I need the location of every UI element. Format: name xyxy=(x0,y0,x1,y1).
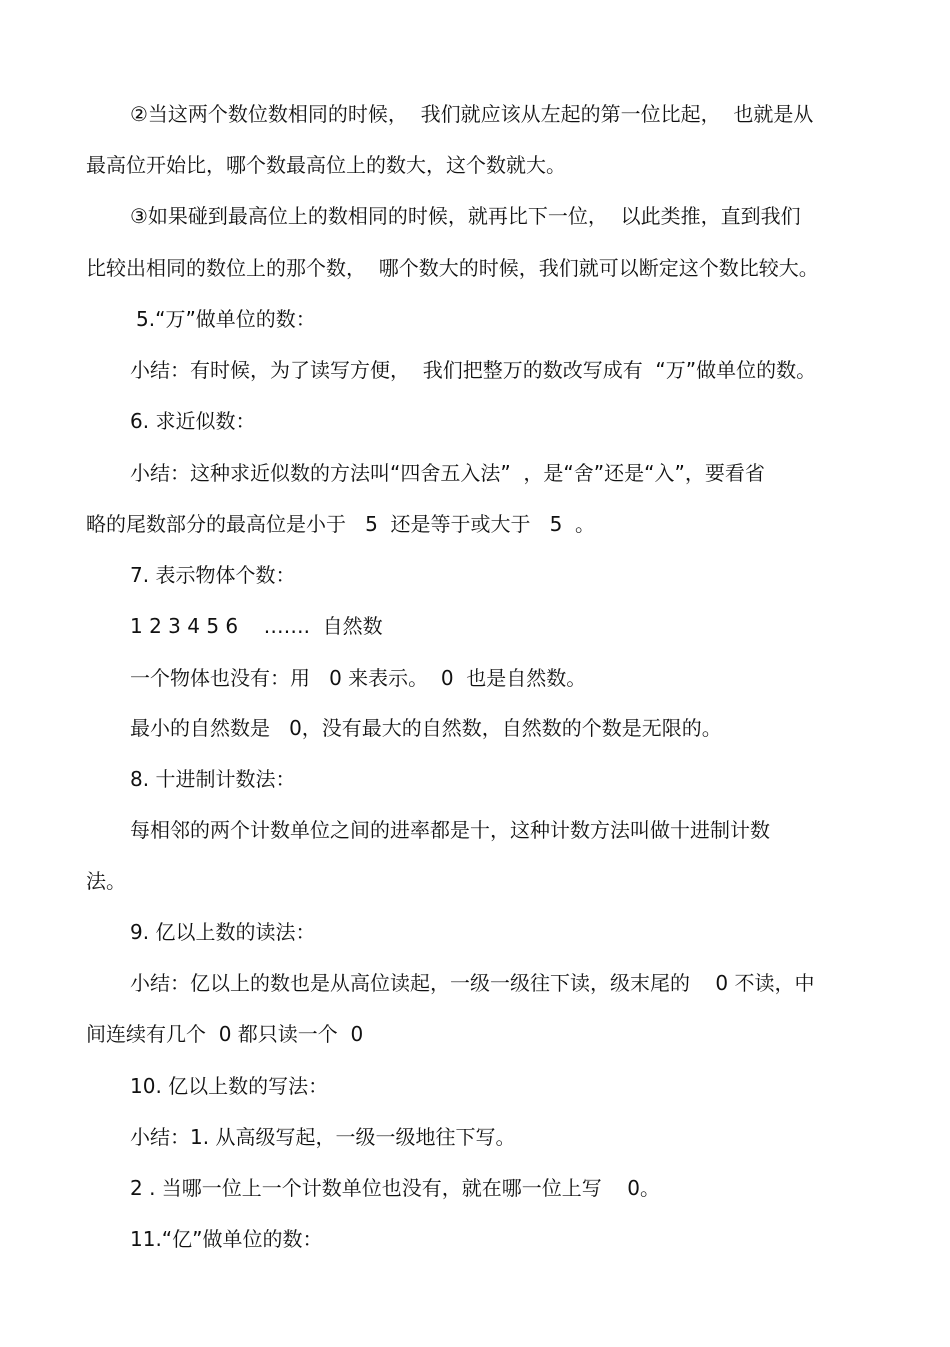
section-heading: 5.“万”做单位的数： xyxy=(136,307,316,331)
section-heading: 7. 表示物体个数： xyxy=(130,563,296,587)
paragraph-line: 每相邻的两个计数单位之间的进率都是十，这种计数方法叫做十进制计数 xyxy=(130,818,770,842)
section-heading: 11.“亿”做单位的数： xyxy=(130,1227,323,1251)
paragraph-line: 最小的自然数是 0，没有最大的自然数，自然数的个数是无限的。 xyxy=(130,716,722,740)
section-heading: 6. 求近似数： xyxy=(130,409,256,433)
paragraph-line: 小结：这种求近似数的方法叫“四舍五入法” ，是“舍”还是“入”，要看省 xyxy=(130,461,765,485)
paragraph-line: 一个物体也没有：用 0 来表示。 0 也是自然数。 xyxy=(130,666,587,690)
section-heading: 9. 亿以上数的读法： xyxy=(130,920,316,944)
paragraph-line: 1 2 3 4 5 6 ……. 自然数 xyxy=(130,614,383,638)
paragraph-line: 最高位开始比，哪个数最高位上的数大，这个数就大。 xyxy=(86,153,566,177)
paragraph-line: 法。 xyxy=(86,869,126,893)
paragraph-line: ③如果碰到最高位上的数相同的时候，就再比下一位， 以此类推，直到我们 xyxy=(130,204,801,228)
section-heading: 10. 亿以上数的写法： xyxy=(130,1074,329,1098)
paragraph-line: 间连续有几个 0 都只读一个 0 xyxy=(86,1022,364,1046)
section-heading: 8. 十进制计数法： xyxy=(130,767,296,791)
paragraph-line: 小结：亿以上的数也是从高位读起，一级一级往下读，级末尾的 0 不读，中 xyxy=(130,971,815,995)
paragraph-line: 小结：1. 从高级写起，一级一级地往下写。 xyxy=(130,1125,516,1149)
paragraph-line: 比较出相同的数位上的那个数， 哪个数大的时候，我们就可以断定这个数比较大。 xyxy=(86,256,819,280)
paragraph-line: ②当这两个数位数相同的时候， 我们就应该从左起的第一位比起， 也就是从 xyxy=(130,102,814,126)
paragraph-line: 小结：有时候，为了读写方便， 我们把整万的数改写成有 “万”做单位的数。 xyxy=(130,358,817,382)
paragraph-line: 2 . 当哪一位上一个计数单位也没有，就在哪一位上写 0。 xyxy=(130,1176,660,1200)
paragraph-line: 略的尾数部分的最高位是小于 5 还是等于或大于 5 。 xyxy=(86,512,596,536)
